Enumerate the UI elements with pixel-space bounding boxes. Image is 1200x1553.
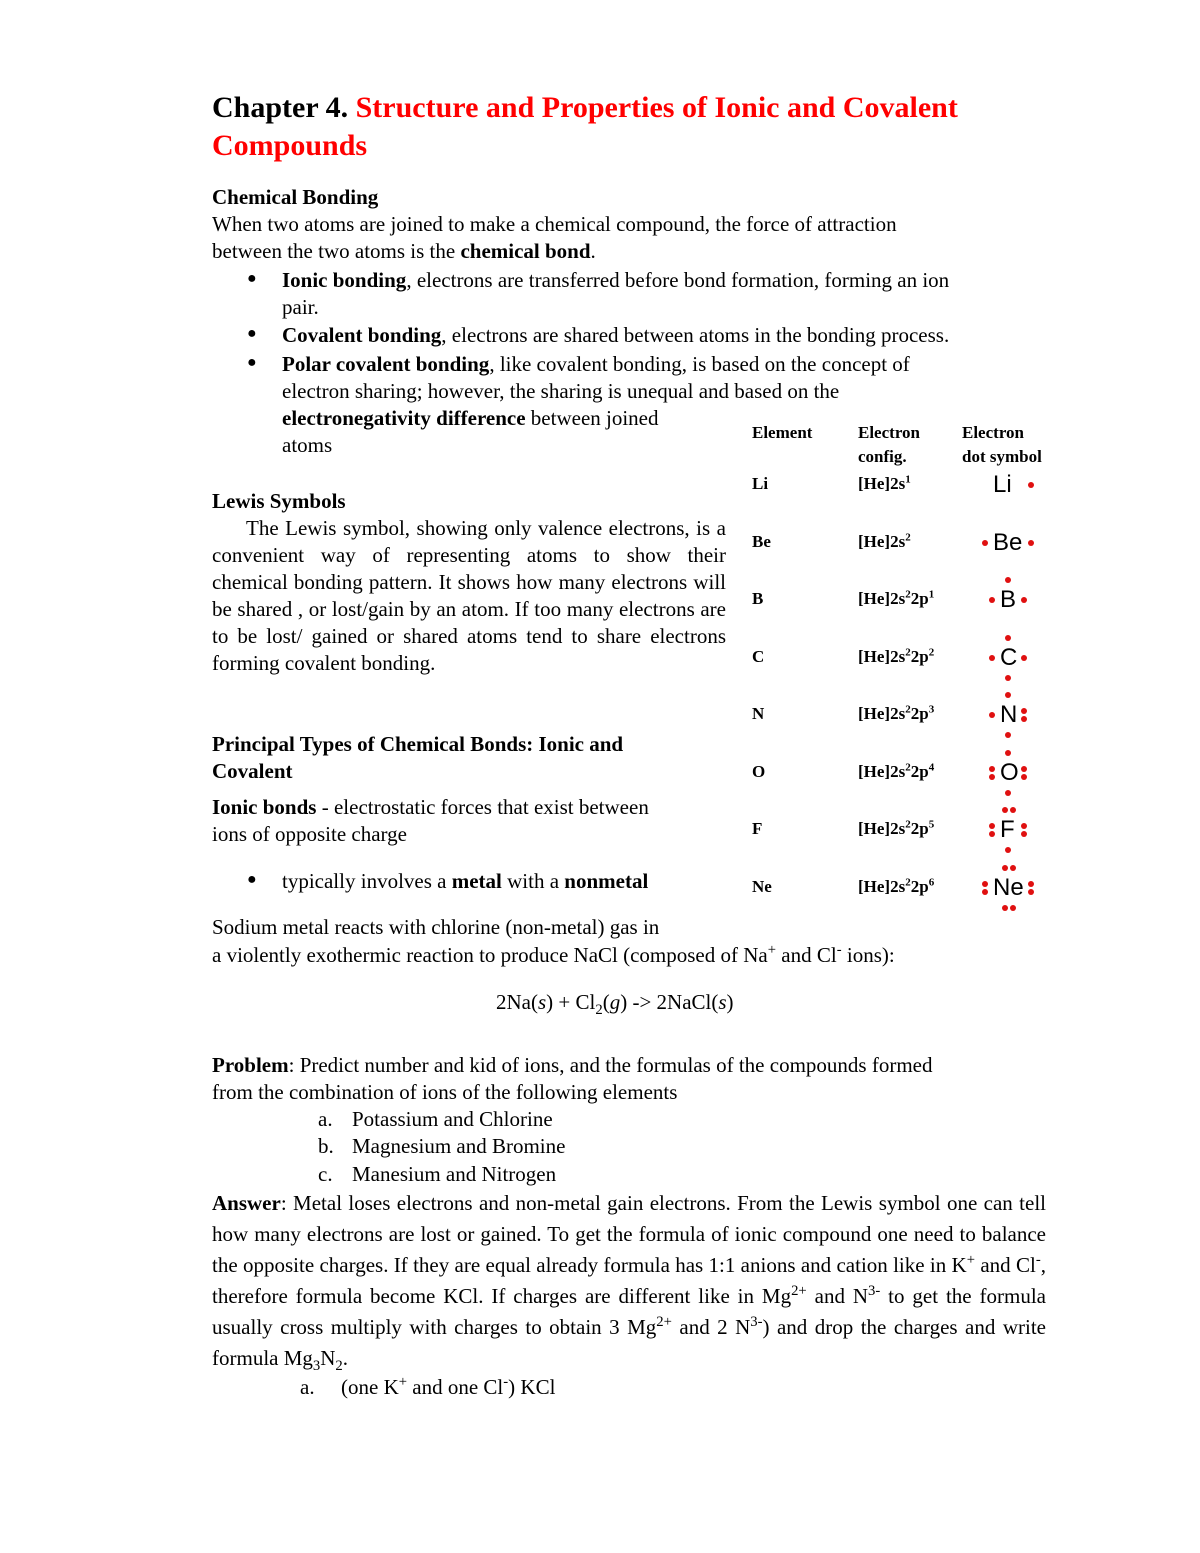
electron-dot bbox=[1002, 807, 1008, 813]
chapter-topic-line2: Compounds bbox=[212, 129, 368, 162]
electron-dot bbox=[1021, 823, 1027, 829]
lewis-paragraph: The Lewis symbol, showing only valence electrons, is a convenient way of representing atoms to show their chemical bonding pattern. It shows how many electrons will be shared , or lost/gain by an atom. If too many electrons are to be lost/ gained or shared atoms tend to share electrons forming covalent bonding. bbox=[212, 516, 726, 675]
electron-dot-symbol: N bbox=[1000, 701, 1018, 728]
electron-dot bbox=[989, 823, 995, 829]
electron-dot bbox=[1002, 905, 1008, 911]
answer-paragraph: Answer: Metal loses electrons and non-metal gain electrons. From the Lewis symbol one can tell how many electrons are lost or gained. To get the formula of ionic compound one need to balance the opposite charges. If they are equal already formula has 1:1 anions and cation like in K+ and Cl-, therefore formula become KCl. If charges are different like in $Mg^{2+}$ and $N^{3-}$ to get the formula usually cross multiply with charges to obtain 3 $Mg^{2+}$ and 2 $N^{3-}$) and drop the charges and write formula $Mg_3N_2$. bbox=[212, 1191, 1046, 1375]
electron-dot bbox=[1005, 675, 1011, 681]
electron-dot-symbol: Ne bbox=[993, 874, 1024, 901]
polar-covalent-item-cont3: atoms bbox=[282, 433, 333, 457]
electron-dot-symbol: O bbox=[1000, 759, 1019, 786]
polar-covalent-item-cont: electron sharing; however, the sharing is unequal and based on the bbox=[282, 379, 840, 403]
polar-covalent-item: Polar covalent bonding, like covalent bonding, is based on the concept of bbox=[282, 352, 910, 376]
header-config-1: Electron bbox=[858, 423, 921, 442]
electron-dot-symbol: Be bbox=[993, 529, 1023, 556]
chapter-label: Chapter 4. bbox=[212, 91, 349, 124]
table-cell-element: Li bbox=[752, 474, 769, 493]
electron-dot bbox=[1021, 716, 1027, 722]
electron-dot bbox=[1002, 865, 1008, 871]
ionic-bonds-definition-cont: ions of opposite charge bbox=[212, 822, 407, 846]
table-cell-config: $[He]2s^22p^2$ bbox=[858, 646, 935, 666]
table-cell-element: C bbox=[752, 647, 765, 666]
electron-dot bbox=[989, 774, 995, 780]
electron-dot bbox=[1028, 482, 1034, 488]
electron-dot bbox=[982, 889, 988, 895]
electron-dot bbox=[1010, 807, 1016, 813]
bullet-icon: ● bbox=[247, 270, 257, 287]
header-dot-1: Electron bbox=[962, 423, 1025, 442]
ionic-bonding-item: Ionic bonding, electrons are transferred before bond formation, forming an ion bbox=[282, 268, 950, 292]
principal-types-heading-1: Principal Types of Chemical Bonds: Ionic and bbox=[212, 732, 624, 756]
covalent-bonding-item: Covalent bonding, electrons are shared between atoms in the bonding process. bbox=[282, 323, 950, 347]
electron-dot bbox=[989, 655, 995, 661]
electron-dot bbox=[1021, 597, 1027, 603]
electron-dot bbox=[1005, 577, 1011, 583]
electron-dot bbox=[1010, 865, 1016, 871]
table-cell-config: $[He]2s^22p^1$ bbox=[858, 588, 935, 608]
bullet-icon: ● bbox=[247, 871, 257, 888]
header-element: Element bbox=[752, 423, 813, 442]
electron-dot bbox=[1021, 774, 1027, 780]
table-cell-element: O bbox=[752, 762, 766, 781]
metal-nonmetal-item: typically involves a metal with a nonmetal bbox=[282, 869, 649, 893]
chemical-bonding-intro-1: When two atoms are joined to make a chemical compound, the force of attraction bbox=[212, 212, 897, 236]
electron-dot bbox=[1005, 847, 1011, 853]
electron-dot bbox=[1005, 750, 1011, 756]
lewis-symbols-heading: Lewis Symbols bbox=[212, 489, 346, 513]
table-cell-config: $[He]2s^22p^3$ bbox=[858, 703, 935, 723]
polar-covalent-item-cont2: electronegativity difference between joined bbox=[282, 406, 659, 430]
electron-dot bbox=[989, 597, 995, 603]
chapter-topic-line1: Structure and Properties of Ionic and Covalent bbox=[355, 91, 958, 124]
problem-item-b-text: Magnesium and Bromine bbox=[352, 1134, 566, 1158]
answer-item-a: a. bbox=[300, 1375, 315, 1399]
electron-dot bbox=[1021, 831, 1027, 837]
electron-dot bbox=[989, 766, 995, 772]
electron-dot bbox=[982, 881, 988, 887]
header-dot-2: dot symbol bbox=[962, 447, 1042, 466]
sodium-line-2: a violently exothermic reaction to produce NaCl (composed of Na+ and Cl- ions): bbox=[212, 942, 895, 967]
electron-dot bbox=[1005, 635, 1011, 641]
electron-dot-symbol: F bbox=[1000, 816, 1015, 843]
problem-item-a-text: Potassium and Chlorine bbox=[352, 1107, 553, 1131]
table-cell-config: $[He]2s^2$ bbox=[858, 531, 911, 551]
table-cell-config: $[He]2s^1$ bbox=[858, 473, 911, 493]
table-cell-config: $[He]2s^22p^6$ bbox=[858, 876, 935, 896]
table-cell-element: F bbox=[752, 819, 763, 838]
table-cell-config: $[He]2s^22p^4$ bbox=[858, 761, 935, 781]
header-config-2: config. bbox=[858, 447, 907, 466]
electron-dot bbox=[1021, 708, 1027, 714]
electron-dot bbox=[982, 540, 988, 546]
bullet-icon: ● bbox=[247, 354, 257, 371]
problem-item-a: a. bbox=[318, 1107, 333, 1131]
page-title bbox=[212, 89, 1032, 165]
electron-dot bbox=[1010, 905, 1016, 911]
answer-item-a-text: (one K+ and one Cl-) KCl bbox=[341, 1374, 556, 1399]
ionic-bonds-definition: Ionic bonds - electrostatic forces that exist between bbox=[212, 795, 649, 819]
electron-dot bbox=[989, 712, 995, 718]
chemical-bonding-intro-2: between the two atoms is the chemical bond. bbox=[212, 239, 596, 263]
table-cell-element: Ne bbox=[752, 877, 772, 896]
electron-dot bbox=[989, 831, 995, 837]
bullet-icon: ● bbox=[247, 325, 257, 342]
electron-dot bbox=[1028, 540, 1034, 546]
table-cell-element: N bbox=[752, 704, 765, 723]
problem-item-c: c. bbox=[318, 1162, 333, 1186]
electron-dot bbox=[1021, 655, 1027, 661]
principal-types-heading-2: Covalent bbox=[212, 759, 293, 783]
reaction-equation: $2Na(s) + Cl_2(g)$ -> 2NaCl(s) bbox=[496, 990, 734, 1019]
table-cell-element: B bbox=[752, 589, 764, 608]
electron-dot bbox=[1028, 889, 1034, 895]
electron-dot-symbol: C bbox=[1000, 644, 1018, 671]
electron-dot bbox=[1021, 766, 1027, 772]
electron-dot bbox=[1005, 790, 1011, 796]
problem-line-2: from the combination of ions of the following elements bbox=[212, 1080, 678, 1104]
electron-dot-symbol: Li bbox=[993, 471, 1012, 498]
electron-dot bbox=[1005, 692, 1011, 698]
sodium-line-1: Sodium metal reacts with chlorine (non-metal) gas in bbox=[212, 915, 660, 939]
ionic-bonding-item-cont: pair. bbox=[282, 295, 319, 319]
electron-dot-symbol: B bbox=[1000, 586, 1017, 613]
problem-line-1: Problem: Predict number and kid of ions, and the formulas of the compounds formed bbox=[212, 1053, 933, 1077]
chemical-bonding-heading: Chemical Bonding bbox=[212, 185, 379, 209]
problem-item-c-text: Manesium and Nitrogen bbox=[352, 1162, 557, 1186]
electron-dot bbox=[1005, 732, 1011, 738]
table-cell-element: Be bbox=[752, 532, 771, 551]
electron-dot bbox=[1028, 881, 1034, 887]
problem-item-b: b. bbox=[318, 1134, 334, 1158]
table-cell-config: $[He]2s^22p^5$ bbox=[858, 818, 935, 838]
